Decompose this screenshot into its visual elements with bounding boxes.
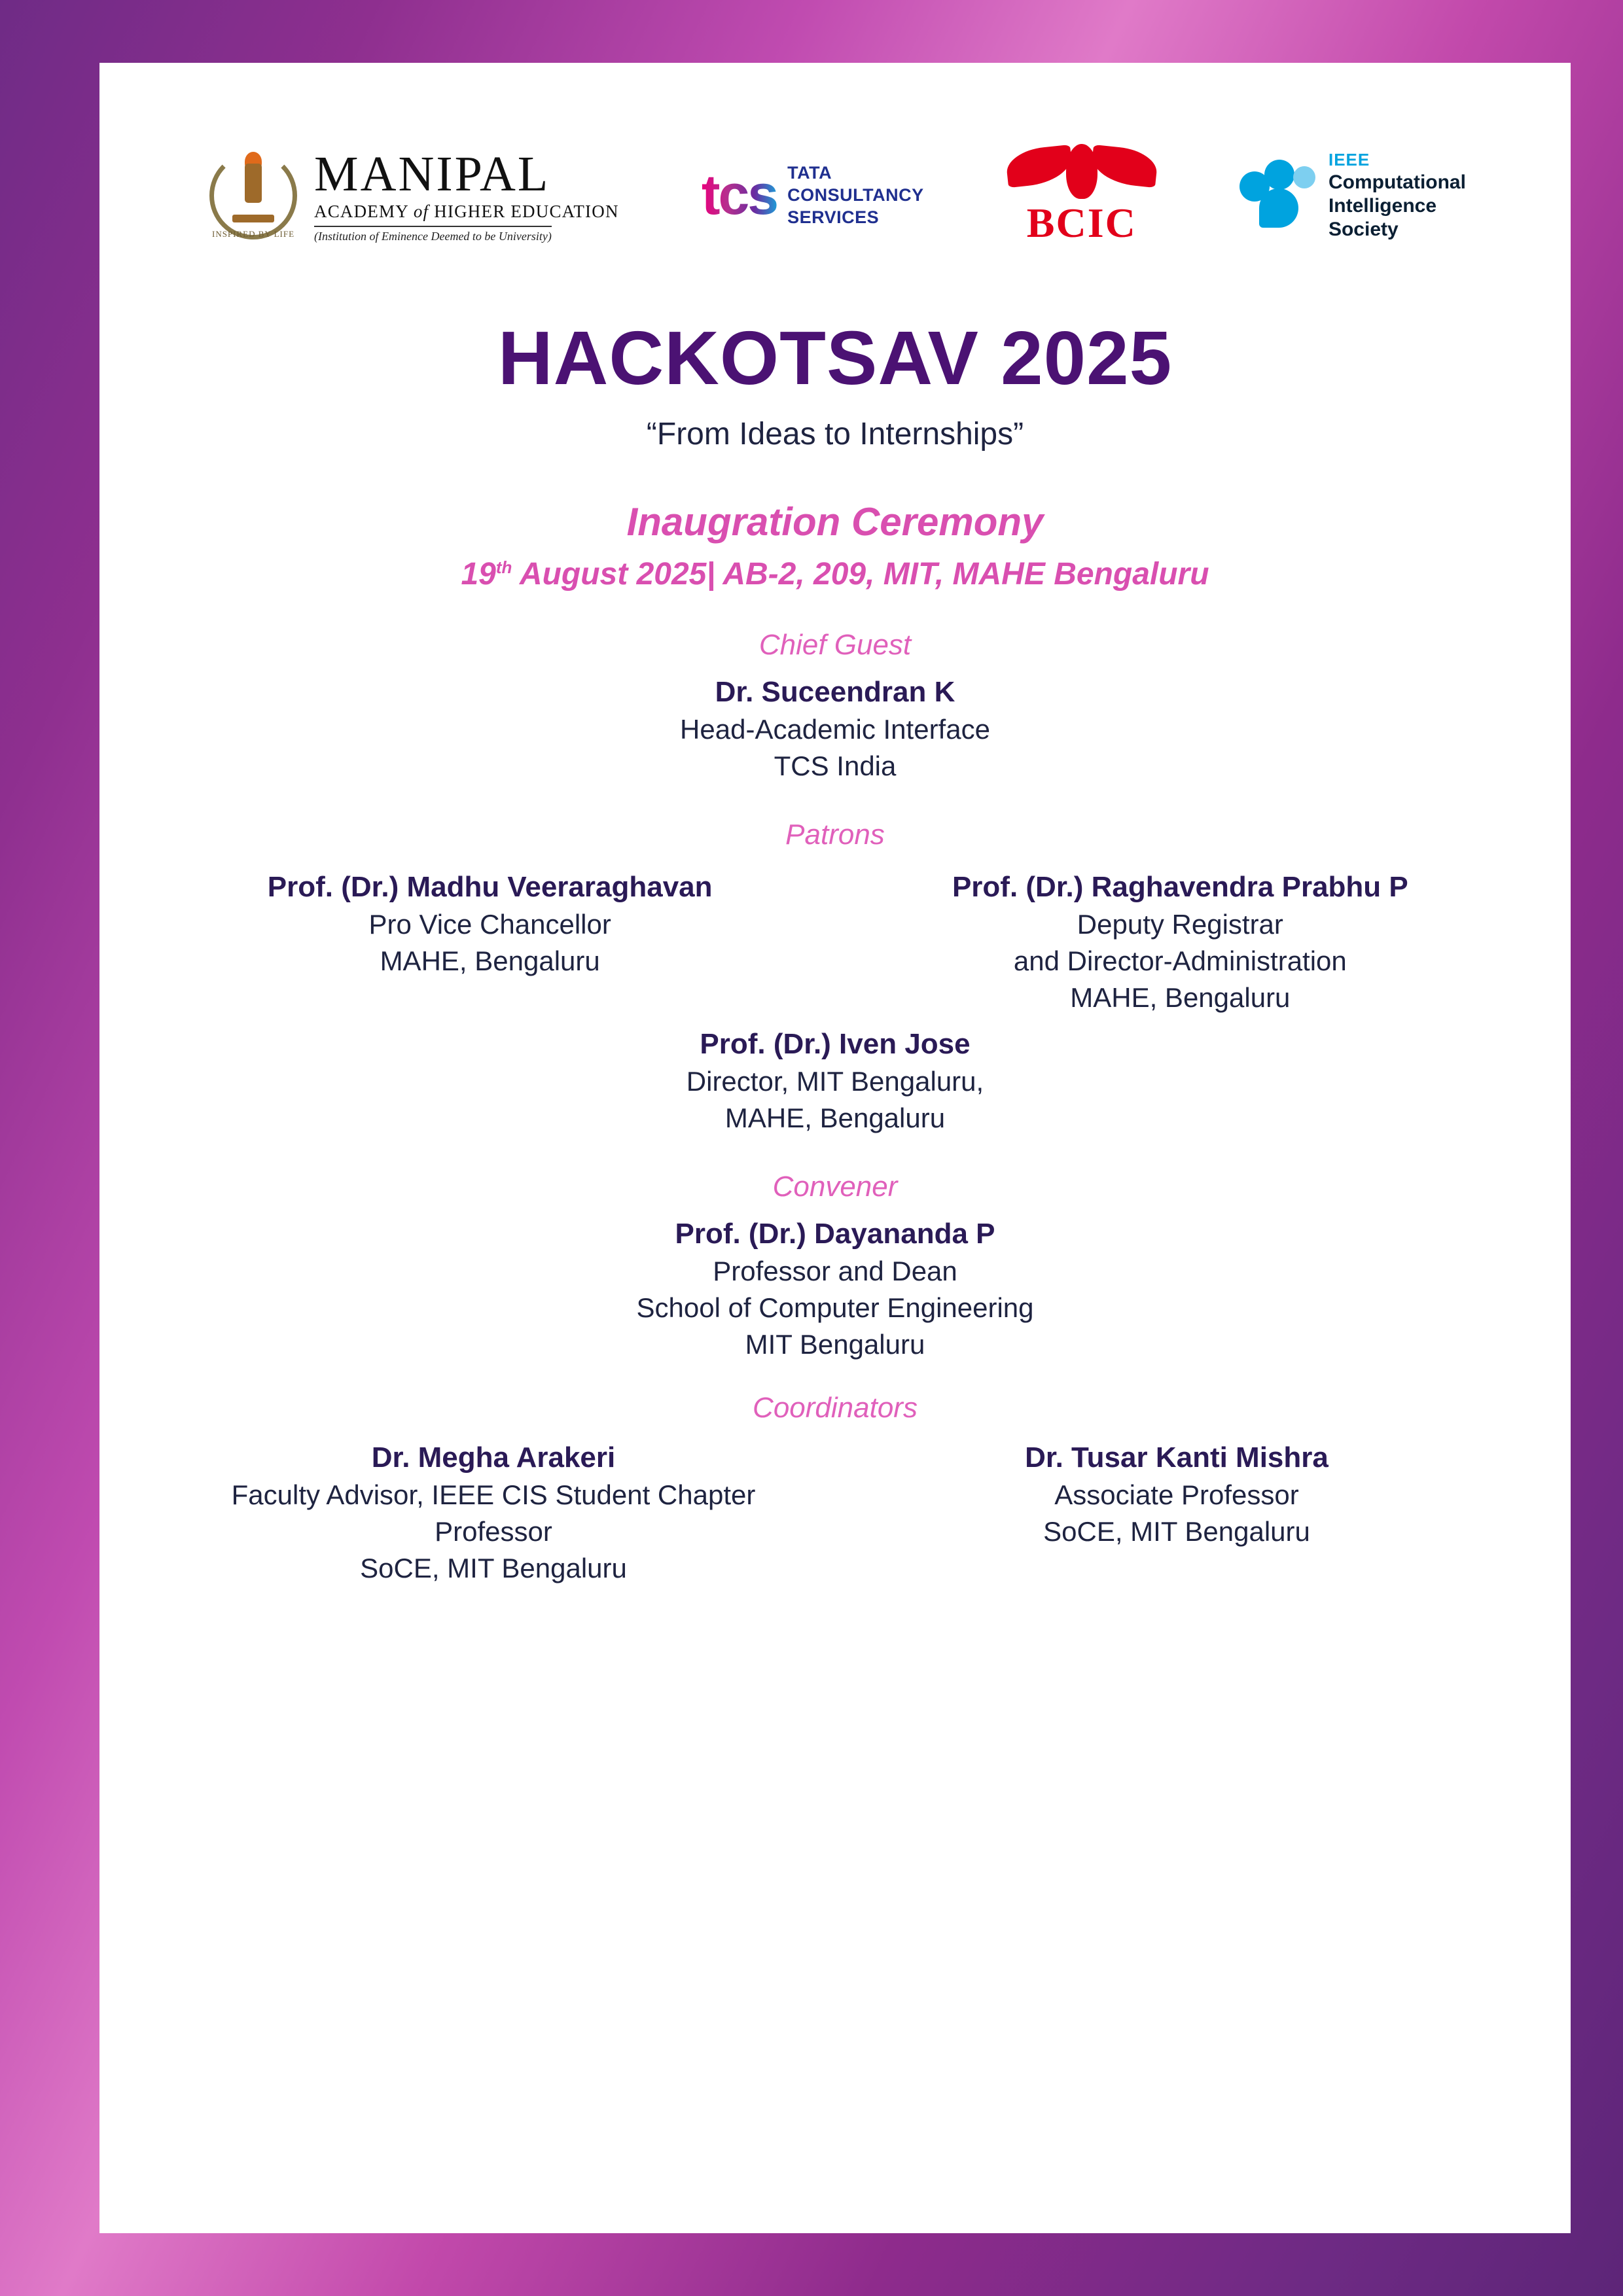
patron-center-org: MAHE, Bengaluru — [724, 1103, 946, 1133]
patron-right-role: Deputy Registrar — [1077, 909, 1283, 940]
section-label-patrons: Patrons — [785, 819, 885, 851]
ieee-word-intelligence: Intelligence — [1328, 194, 1437, 217]
coordinator-right-name: Dr. Tusar Kanti Mishra — [1025, 1441, 1329, 1474]
section-label-coordinators: Coordinators — [753, 1392, 918, 1424]
poster-inner-card — [99, 63, 1571, 2233]
manipal-wordmark-line1: MANIPAL — [314, 146, 550, 202]
tcs-word-tata: TATA — [787, 163, 832, 183]
convener-name: Prof. (Dr.) Dayananda P — [675, 1218, 995, 1250]
patron-right-org: MAHE, Bengaluru — [1070, 982, 1291, 1013]
ieee-word-computational: Computational — [1328, 171, 1466, 193]
event-date-day: 19 — [461, 557, 496, 592]
patron-right-name: Prof. (Dr.) Raghavendra Prabhu P — [952, 871, 1408, 903]
coordinator-left-role2: Professor — [435, 1516, 552, 1547]
bcic-wordmark: BCIC — [1026, 200, 1137, 246]
coordinator-right-role: Associate Professor — [1054, 1479, 1299, 1510]
bcic-eagle-icon — [1007, 144, 1157, 204]
coordinator-right-org: SoCE, MIT Bengaluru — [1043, 1516, 1310, 1547]
ieee-cis-wordmark — [1329, 150, 1466, 241]
ieee-cis-mark-icon — [1240, 160, 1318, 232]
logo-strip — [158, 115, 1512, 264]
patron-left-person — [158, 857, 821, 977]
tcs-word-services: SERVICES — [787, 207, 880, 227]
coordinators-row — [158, 1427, 1512, 1584]
manipal-wordmark-line3: (Institution of Eminence Deemed to be University) — [314, 226, 552, 242]
patron-center-person — [158, 1028, 1512, 1134]
manipal-wordmark-line2 — [314, 203, 619, 221]
page-title: HACKOTSAV 2025 — [497, 315, 1173, 400]
patrons-row — [158, 857, 1512, 1014]
event-date-rest: August 2025| AB-2, 209, MIT, MAHE Bengaluru — [512, 557, 1209, 592]
patron-center-name: Prof. (Dr.) Iven Jose — [700, 1028, 971, 1060]
tcs-word-consultancy: CONSULTANCY — [787, 185, 924, 205]
convener-school: School of Computer Engineering — [636, 1292, 1034, 1323]
manipal-academy-word: ACADEMY — [314, 201, 414, 221]
convener-person — [158, 1218, 1512, 1360]
patron-left-role: Pro Vice Chancellor — [368, 909, 611, 940]
poster-tagline: “From Ideas to Internships” — [646, 417, 1024, 451]
coordinator-right-person — [835, 1427, 1512, 1547]
section-label-convener: Convener — [772, 1171, 898, 1203]
patron-right-person — [849, 857, 1512, 1014]
ieee-word: IEEE — [1328, 150, 1370, 170]
coordinator-left-name: Dr. Megha Arakeri — [371, 1441, 616, 1474]
manipal-wordmark — [314, 146, 619, 243]
convener-role: Professor and Dean — [713, 1256, 957, 1286]
manipal-crest-motto: INSPIRED BY LIFE — [211, 229, 295, 239]
tcs-mark-icon: tcs — [701, 164, 777, 227]
patron-left-org: MAHE, Bengaluru — [380, 945, 600, 976]
tata-consultancy-services-logo — [702, 162, 924, 228]
patron-left-name: Prof. (Dr.) Madhu Veeraraghavan — [267, 871, 713, 903]
tcs-wordmark — [787, 162, 924, 228]
chief-guest-role: Head-Academic Interface — [680, 714, 990, 745]
manipal-crest-icon — [204, 147, 302, 245]
manipal-of-word: of — [413, 201, 435, 221]
coordinator-left-org: SoCE, MIT Bengaluru — [360, 1553, 627, 1583]
ieee-computational-intelligence-society-logo — [1240, 150, 1466, 241]
event-type-heading: Inaugration Ceremony — [626, 500, 1044, 544]
event-date-ordinal: th — [495, 557, 512, 577]
chief-guest-person — [158, 676, 1512, 782]
chief-guest-name: Dr. Suceendran K — [715, 676, 955, 708]
manipal-highered-word: HIGHER EDUCATION — [434, 201, 619, 221]
ieee-word-society: Society — [1328, 218, 1399, 240]
bcic-logo — [1007, 144, 1157, 247]
event-date-venue — [158, 556, 1512, 592]
section-label-chief-guest: Chief Guest — [758, 629, 912, 661]
patron-center-role: Director, MIT Bengaluru, — [686, 1066, 984, 1097]
manipal-academy-of-higher-education-logo — [204, 147, 619, 245]
chief-guest-org: TCS India — [774, 751, 897, 781]
coordinator-left-person — [158, 1427, 835, 1584]
convener-campus: MIT Bengaluru — [745, 1329, 925, 1360]
patron-right-role2: and Director-Administration — [1013, 945, 1347, 976]
coordinator-left-role: Faculty Advisor, IEEE CIS Student Chapter — [231, 1479, 756, 1510]
